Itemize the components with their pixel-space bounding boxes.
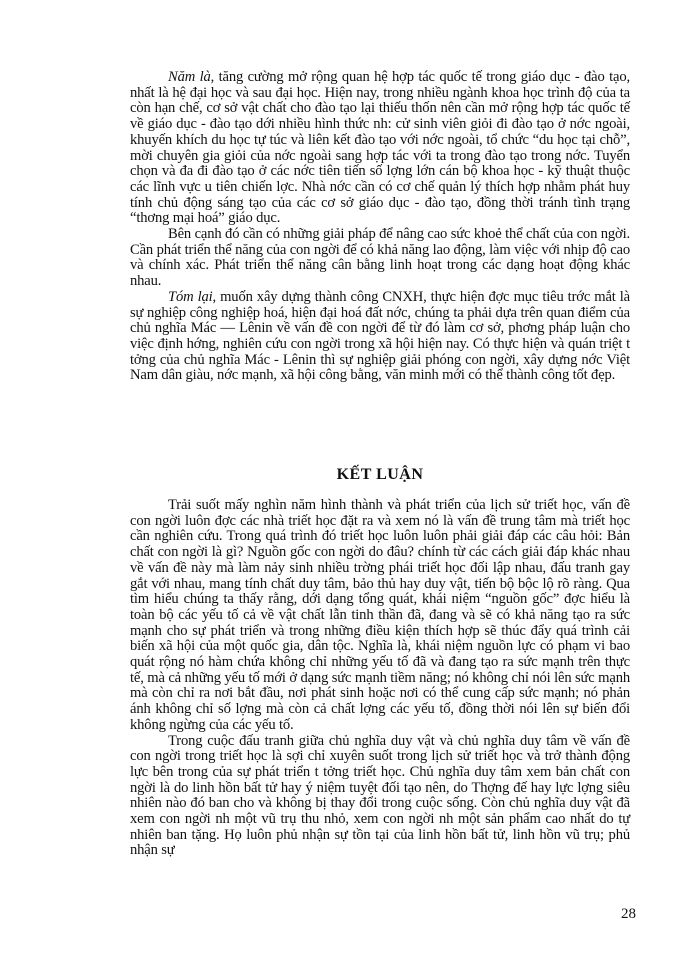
page-number: 28: [621, 906, 636, 922]
paragraph-text: , muốn xây dựng thành công CNXH, thực hiện đợc mục tiêu trớc mắt là sự nghiệp công nghiệp hoá, hiện đại hoá đất nớc, chúng ta phải dựa trên quan điểm của chủ nghĩa Mác — Lênin về vấn đề con ngời để từ đó làm cơ sở, phơng pháp luận cho việc định hớng, nghiên cứu con ngời trong xã hội hiện nay. Có thực hiện và quán triệt t tởng của chủ nghĩa Mác - Lênin thì sự nghiệp giải phóng con ngời, xây dựng nớc Việt Nam dân giàu, nớc mạnh, xã hội công bằng, văn minh mới có thể thành công tốt đẹp.: [130, 288, 630, 384]
paragraph-tom-lai: [130, 290, 630, 384]
section-body: [130, 70, 630, 384]
paragraph-conclusion-2: Trong cuộc đấu tranh giữa chủ nghĩa duy vật và chủ nghĩa duy tâm về vấn đề con ngời trong triết học là sợi chỉ xuyên suốt trong lịch sử triết học và trở thành động lực bên trong của sự phát triển t tởng triết học. Chủ nghĩa duy tâm xem bản chất con ngời là do linh hồn bất tử hay ý niệm tuyệt đối tạo nên, do Thợng đế hay lực lợng siêu nhiên nào đó ban cho và không bị thay đổi trong cuộc sống. Còn chủ nghĩa duy vật đã xem con ngời nh một vũ trụ thu nhỏ, xem con ngời nh một sản phẩm cao nhất do tự nhiên ban tặng. Họ luôn phủ nhận sự tồn tại của linh hồn bất tử, linh hồn vũ trụ; phủ nhận sự: [130, 732, 630, 859]
section-title: KẾT LUẬN: [336, 466, 424, 483]
conclusion-body: [130, 498, 630, 859]
paragraph-lead-italic: Tóm lại: [168, 288, 213, 305]
paragraph-suc-khoe: Bên cạnh đó cần có những giải pháp để nâng cao sức khoẻ thể chất của con ngời. Cần phát triển thể năng của con ngời để có khả năng lao động, làm việc với nhịp độ cao và chính xác. Phát triển thể năng cân bằng linh hoạt trong các dạng hoạt động khác nhau.: [130, 226, 630, 290]
paragraph-lead-italic: Năm là: [168, 69, 211, 85]
paragraph-nam-la: [130, 70, 630, 227]
paragraph-conclusion-1: Trải suốt mấy nghìn năm hình thành và phát triển của lịch sử triết học, vấn đề con ngời luôn đợc các nhà triết học đặt ra và xem nó là vấn đề trung tâm mà triết học cần nghiên cứu. Trong quá trình đó triết học luôn luôn phải giải đáp các câu hỏi: Bản chất con ngời là gì? Nguồn gốc con ngời do đâu? chính từ các cách giải đáp khác nhau về vấn đề này mà làm nảy sinh nhiều trờng phái triết học đối lập nhau, đấu tranh gay gắt với nhau, mang tính chất duy tâm, bảo thủ hay duy vật, tiến bộ bộc lộ rõ ràng. Qua tìm hiểu chúng ta thấy rằng, dới dạng tổng quát, khái niệm “nguồn gốc” đợc hiểu là toàn bộ các yếu tố cả về vật chất lẫn tinh thần đã, đang và sẽ có khả năng tạo ra sức mạnh cho sự phát triển và trong những điều kiện thích hợp sẽ thúc đẩy quá trình cải biến xã hội của một quốc gia, dân tộc. Nghĩa là, khái niệm nguồn lực có phạm vi bao quát rộng nó hàm chứa không chỉ những yếu tố đã và đang tạo ra sức mạnh trên thực tế, mà cả những yếu tố mới ở dạng sức mạnh tiềm năng; nó không chỉ nói lên sức mạnh mà còn chỉ ra nơi bắt đầu, nơi phát sinh hoặc nơi có thể cung cấp sức mạnh; nó phản ánh không chỉ số lợng mà còn cả chất lợng các yếu tố, đồng thời nói lên sự biến đổi không ngừng của các yếu tố.: [130, 497, 630, 733]
paragraph-text: , tăng cường mở rộng quan hệ hợp tác quốc tế trong giáo dục - đào tạo, nhất là hệ đại học và sau đại học. Hiện nay, trong nhiều ngành khoa học trình độ của ta còn hạn chế, cơ sở vật chất cho đào tạo lại thiếu thốn nên cần mở rộng hợp tác quốc tế về giáo dục - đào tạo dới nhiều hình thức nh: cử sinh viên giỏi đi đào tạo ở nớc ngoài, khuyến khích du học tự túc và liên kết đào tạo với nớc ngoài, tổ chức “du học tại chỗ”, mời chuyên gia giỏi của nớc ngoài sang hợp tác với ta trong đào tạo trong nớc. Tuyển chọn và đa đi đào tạo ở các nớc tiên tiến số lợng lớn cán bộ khoa học - kỹ thuật thuộc các lĩnh vực u tiên chiến lợc. Nhà nớc cần có cơ chế quản lý thích hợp nhằm phát huy tính chủ động sáng tạo của các cơ sở giáo dục - đào tạo, đồng thời tránh tình trạng “thơng mại hoá” giáo dục.: [130, 69, 630, 227]
